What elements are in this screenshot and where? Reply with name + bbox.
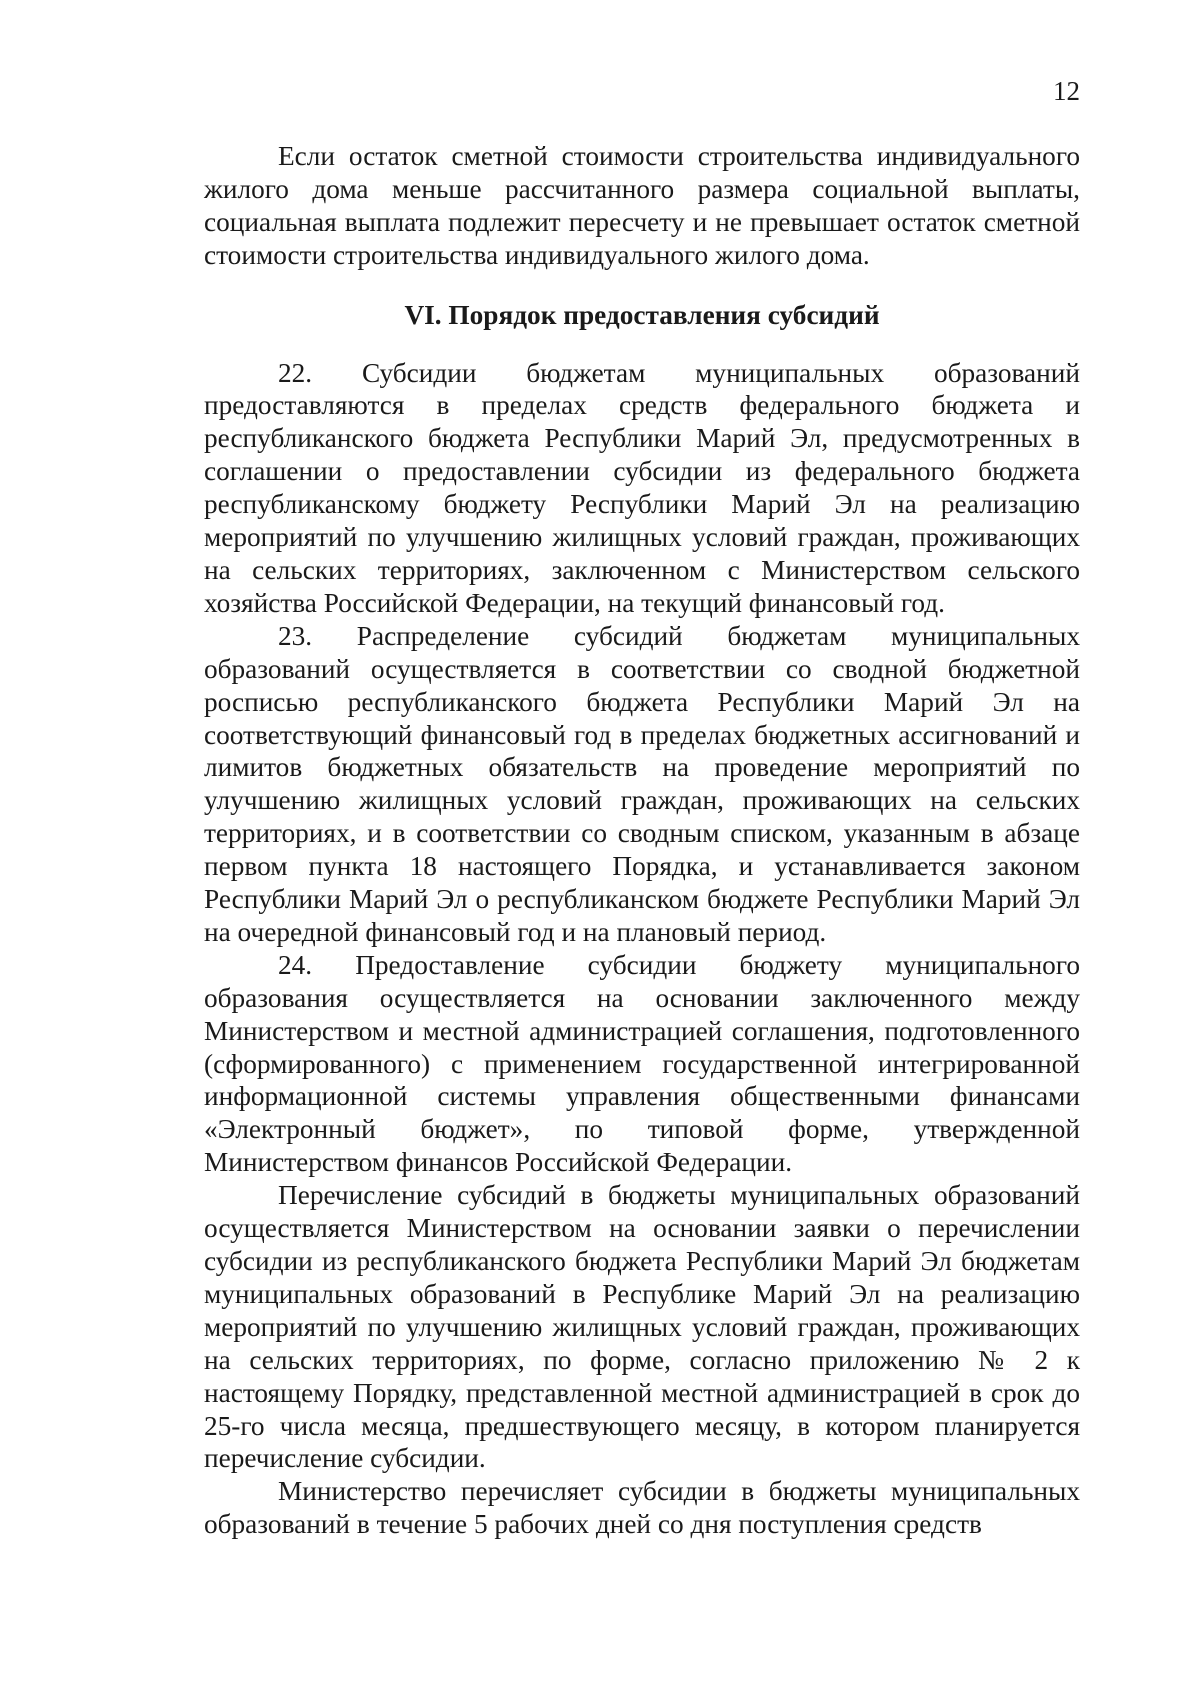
paragraph-ministry-transfer: Министерство перечисляет субсидии в бюджеты муниципальных образований в течение 5 рабочих дней со дня поступления средств (204, 1476, 1080, 1540)
paragraph-24: 24. Предоставление субсидии бюджету муниципального образования осуществляется на основании заключенного между Министерством и местной администрацией соглашения, подготовленного (сформированного) с применением государственной интегрированной информационной системы управления общественными финансами «Электронный бюджет», по типовой форме, утвержденной Министерством финансов Российской Федерации. (204, 949, 1080, 1178)
section-heading: VI. Порядок предоставления субсидий (404, 299, 880, 330)
paragraph-transfer: Перечисление субсидий в бюджеты муниципальных образований осуществляется Министерством на основании заявки о перечислении субсидии из республиканского бюджета Республики Марий Эл бюджетам муниципальных образований в Республике Марий Эл на реализацию мероприятий по улучшению жилищных условий граждан, проживающих на сельских территориях, по форме, согласно приложению № 2 к настоящему Порядку, представленной местной администрацией в срок до 25-го числа месяца, предшествующего месяцу, в котором планируется перечисление субсидии. (204, 1180, 1080, 1474)
paragraph-22: 22. Субсидии бюджетам муниципальных образований предоставляются в пределах средств федерального бюджета и республиканского бюджета Республики Марий Эл, предусмотренных в соглашении о предоставлении субсидии из федерального бюджета республиканскому бюджету Республики Марий Эл на реализацию мероприятий по улучшению жилищных условий граждан, проживающих на сельских территориях, заключенном с Министерством сельского хозяйства Российской Федерации, на текущий финансовый год. (204, 357, 1080, 618)
paragraph-23: 23. Распределение субсидий бюджетам муниципальных образований осуществляется в соответствии со сводной бюджетной росписью республиканского бюджета Республики Марий Эл на соответствующий финансовый год в пределах бюджетных ассигнований и лимитов бюджетных обязательств на проведение мероприятий по улучшению жилищных условий граждан, проживающих на сельских территориях, и в соответствии со сводным списком, указанным в абзаце первом пункта 18 настоящего Порядка, и устанавливается законом Республики Марий Эл о республиканском бюджете Республики Марий Эл на очередной финансовый год и на плановый период. (204, 620, 1080, 947)
paragraph-continuation: Если остаток сметной стоимости строительства индивидуального жилого дома меньше рассчитанного размера социальной выплаты, социальная выплата подлежит пересчету и не превышает остаток сметной стоимости строительства индивидуального жилого дома. (204, 141, 1080, 270)
document-body (204, 140, 1080, 1541)
page-number: 12 (1053, 76, 1080, 106)
